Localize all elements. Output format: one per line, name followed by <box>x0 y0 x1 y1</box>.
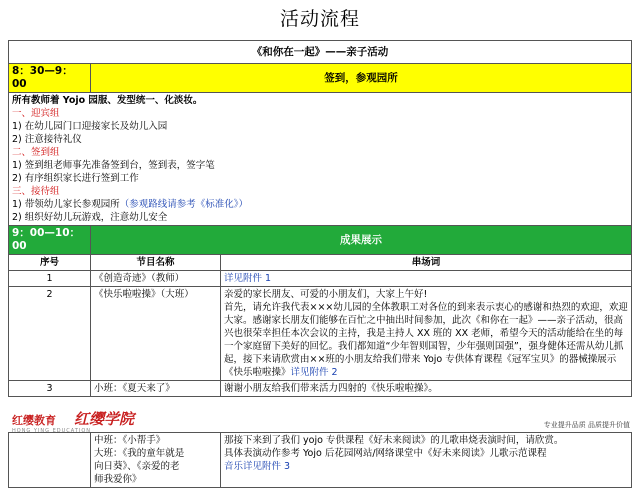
group-reception-item: 1) 带领幼儿家长参观园所（参观路线请参考《标准化》） <box>12 199 249 210</box>
row-no: 1 <box>9 271 91 287</box>
row-no: 3 <box>9 381 91 397</box>
col-header-name: 节目名称 <box>91 255 221 271</box>
hongying-logo: 红缨教育 HONG YING EDUCATION <box>12 414 92 434</box>
row-text: 那接下来到了我们 yojo 专供课程《好未来阅读》的儿歌串烧表演时间，请欣赏。 具体表演动作参考 Yojo 后花园网站/网络课堂中《好未来阅读》儿歌示范课程 音乐详见附件 3 <box>221 433 632 488</box>
row-text: 谢谢小朋友给我们带来活力四射的《快乐啦啦操》。 <box>221 381 632 397</box>
table-row <box>9 381 632 397</box>
section1-intro: 所有教师着 Yojo 园服、发型统一、化淡妆。 <box>12 95 203 106</box>
group-welcome-item: 2) 注意接待礼仪 <box>12 134 82 145</box>
table-row <box>9 287 632 381</box>
section2-title: 成果展示 <box>91 226 632 255</box>
group-reception-title: 三、接待组 <box>12 186 60 197</box>
col-header-no: 序号 <box>9 255 91 271</box>
hongying-school-logo: 红缨学院 <box>74 410 135 428</box>
row-no <box>9 433 91 488</box>
route-note-link[interactable]: （参观路线请参考《标准化》） <box>119 199 249 210</box>
group-welcome-item: 1) 在幼儿园门口迎接家长及幼儿入园 <box>12 121 168 132</box>
attachment-1-link[interactable]: 详见附件 1 <box>224 273 272 284</box>
col-header-text: 串场词 <box>221 255 632 271</box>
group-signin-title: 二、签到组 <box>12 147 60 158</box>
group-welcome-title: 一、迎宾组 <box>12 108 60 119</box>
table-row <box>9 271 632 287</box>
row-name: 《创造奇迹》（教师） <box>91 271 221 287</box>
section1-time: 8：30—9：00 <box>9 64 91 93</box>
attachment-3-link[interactable]: 音乐详见附件 3 <box>224 461 291 472</box>
attachment-2-link[interactable]: 详见附件 2 <box>290 367 338 378</box>
page-footer <box>0 406 640 434</box>
section2-time: 9：00—10：00 <box>9 226 91 255</box>
plan-title: 《和你在一起》——亲子活动 <box>9 41 632 64</box>
table-row <box>9 433 632 488</box>
activity-table <box>8 40 632 397</box>
row-name: 小班：《夏天来了》 <box>91 381 221 397</box>
footer-slogan: 专业提升品质 品质提升价值 <box>543 421 630 429</box>
row-text: 亲爱的家长朋友、可爱的小朋友们，大家上午好! 首先，请允许我代表×××幼儿园的全体教职工对各位的到来表示衷心的感谢和热烈的欢迎，欢迎大家。感谢家长朋友们能够在百忙之中抽出时间参加，此次《和你在一起》——亲子活动，很高兴也很荣幸担任本次会议的主持，我是主持人 XX 班的 XX 老师，希望今天的活动能给在坐的每一个家庭留下美好的回忆。我们都知道“少年智则国智，少年强则国强”，强身健体还需从幼儿抓起，接下来请欣赏由××班的小朋友给我们带来 Yojo 专供体育课程《冠军宝贝》的器械操展示《快乐啦啦操》详见附件 2 <box>221 287 632 381</box>
group-signin-item: 2) 有序组织家长进行签到工作 <box>12 173 139 184</box>
row-no: 2 <box>9 287 91 381</box>
row-text <box>221 271 632 287</box>
row-name: 中班：《小帮手》 大班：《我的童年就是 向日葵》、《亲爱的老 师我爱你》 <box>91 433 221 488</box>
group-signin-item: 1) 签到组老师事先准备签到台，签到表，签字笔 <box>12 160 215 171</box>
section1-title: 签到，参观园所 <box>91 64 632 93</box>
page-title: 活动流程 <box>279 8 360 30</box>
section1-body <box>9 93 632 226</box>
row-name: 《快乐啦啦操》（大班） <box>91 287 221 381</box>
group-reception-item: 2) 组织好幼儿玩游戏，注意幼儿安全 <box>12 212 168 223</box>
